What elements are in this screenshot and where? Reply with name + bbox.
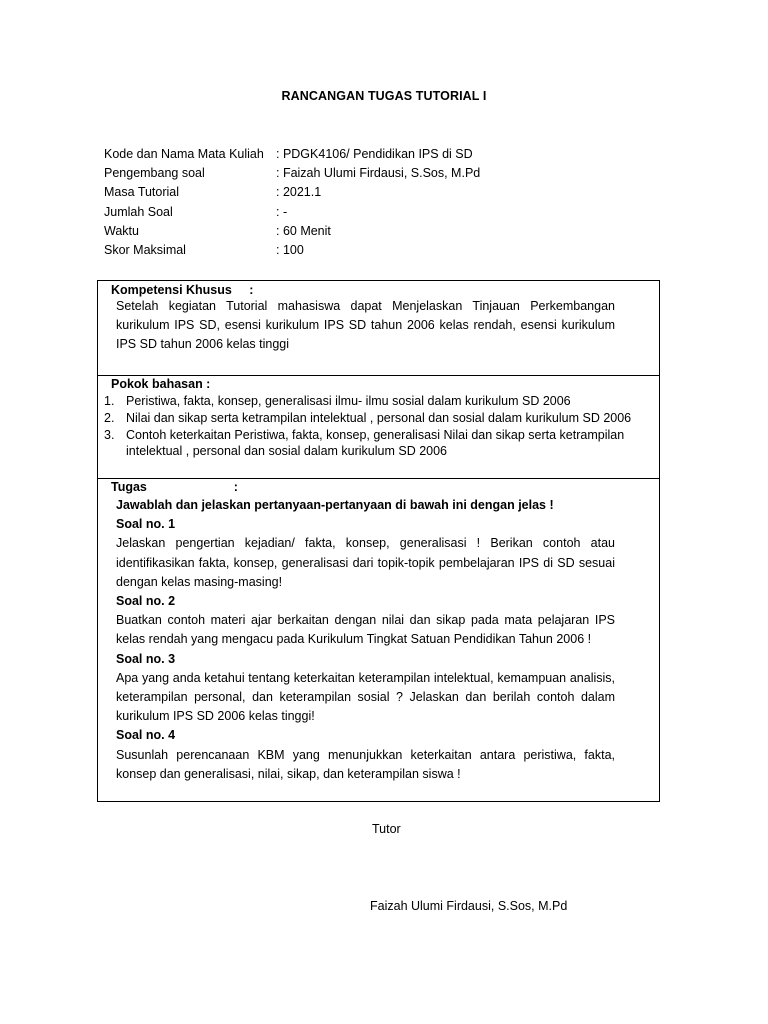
meta-row	[104, 145, 480, 164]
pokok-bahasan-heading: Pokok bahasan :	[111, 377, 211, 391]
kompetensi-heading: Kompetensi Khusus :	[111, 283, 254, 297]
soal-text: Susunlah perencanaan KBM yang menunjukkan keterkaitan antara peristiwa, fakta, konsep dan generalisasi, nilai, sikap, dan keterampilan siswa !	[116, 747, 615, 781]
meta-value: : 60 Menit	[276, 223, 331, 238]
kompetensi-section	[97, 280, 660, 376]
kompetensi-text: Setelah kegiatan Tutorial mahasiswa dapat Menjelaskan Tinjauan Perkembangan kurikulum IPS SD, esensi kurikulum IPS SD tahun 2006 kelas rendah, esensi kurikulum IPS SD tahun 2006 kelas tinggi	[116, 299, 615, 352]
list-number: 2.	[104, 410, 115, 425]
tugas-content	[116, 496, 615, 784]
soal-text: Jelaskan pengertian kejadian/ fakta, konsep, generalisasi ! Berikan contoh atau identifikasikan fakta, konsep, generalisasi dari topik-topik pembelajaran IPS di SD sesuai dengan kelas masing-masing!	[116, 536, 615, 589]
list-number: 3.	[104, 427, 115, 442]
meta-label: Jumlah Soal	[104, 204, 173, 219]
list-text: Nilai dan sikap serta ketrampilan intelektual , personal dan sosial dalam kurikulum SD 2006	[126, 410, 632, 425]
soal-title: Soal no. 3	[116, 651, 176, 666]
meta-value: : 100	[276, 242, 304, 257]
meta-value: : PDGK4106/ Pendidikan IPS di SD	[276, 147, 473, 161]
list-item	[98, 427, 659, 461]
meta-row	[104, 222, 480, 241]
list-item	[98, 393, 659, 410]
meta-value: : -	[276, 204, 288, 219]
soal-title: Soal no. 1	[116, 517, 176, 532]
tutor-label: Tutor	[372, 822, 401, 836]
tugas-heading: Tugas :	[111, 480, 238, 494]
meta-label: Skor Maksimal	[104, 242, 186, 257]
list-number: 1.	[104, 394, 115, 408]
tugas-instruction: Jawablah dan jelaskan pertanyaan-pertanyaan di bawah ini dengan jelas !	[116, 498, 554, 512]
meta-row	[104, 164, 480, 183]
meta-value: : Faizah Ulumi Firdausi, S.Sos, M.Pd	[276, 166, 481, 181]
soal-title: Soal no. 2	[116, 594, 176, 609]
soal-title: Soal no. 4	[116, 728, 176, 743]
list-item	[98, 410, 659, 427]
tugas-section	[97, 478, 660, 802]
list-text: Peristiwa, fakta, konsep, generalisasi ilmu- ilmu sosial dalam kurikulum SD 2006	[126, 394, 571, 408]
document-title: RANCANGAN TUGAS TUTORIAL I	[281, 89, 487, 103]
pokok-bahasan-section	[97, 375, 660, 479]
meta-label: Waktu	[104, 223, 139, 238]
meta-row	[104, 241, 480, 260]
meta-label: Kode dan Nama Mata Kuliah	[104, 147, 264, 161]
soal-text: Apa yang anda ketahui tentang keterkaitan keterampilan intelektual, kemampuan analisis, keterampilan personal, dan keterampilan sosial ? Jelaskan dan berilah contoh dalam kurikulum IPS SD 2006 kelas tinggi!	[116, 670, 615, 724]
meta-label: Masa Tutorial	[104, 185, 180, 200]
soal-text: Buatkan contoh materi ajar berkaitan dengan nilai dan sikap pada mata pelajaran IPS kelas rendah yang mengacu pada Kurikulum Tingkat Satuan Pendidikan Tahun 2006 !	[116, 613, 615, 647]
meta-row	[104, 183, 480, 202]
meta-label: Pengembang soal	[104, 166, 205, 181]
meta-value: : 2021.1	[276, 185, 322, 200]
meta-row	[104, 203, 480, 222]
tutor-name: Faizah Ulumi Firdausi, S.Sos, M.Pd	[370, 899, 568, 913]
list-text: Contoh keterkaitan Peristiwa, fakta, konsep, generalisasi Nilai dan sikap serta ketrampilan intelektual , personal dan sosial dalam kurikulum SD 2006	[126, 427, 625, 459]
pokok-bahasan-list	[98, 393, 659, 460]
course-meta	[104, 145, 480, 260]
